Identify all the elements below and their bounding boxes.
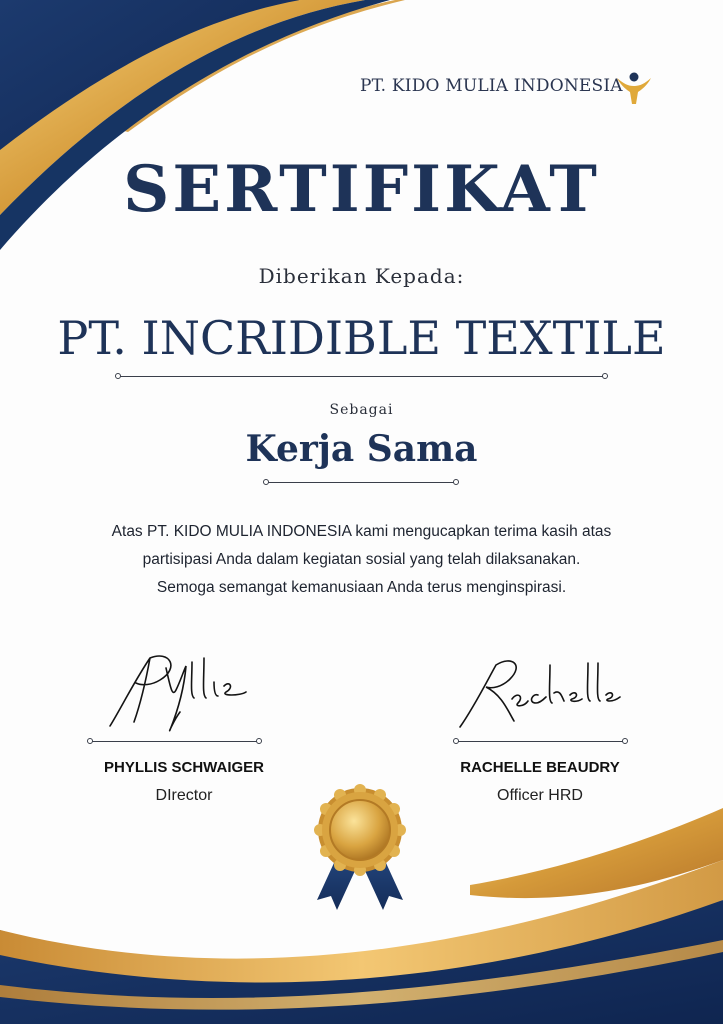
body-line: Atas PT. KIDO MULIA INDONESIA kami mengucapkan terima kasih atas	[111, 523, 612, 540]
signature-phyllis	[100, 650, 270, 735]
certificate-title: SERTIFIKAT	[123, 152, 600, 227]
signature-rachelle	[452, 655, 622, 735]
signatory-name: PHYLLIS SCHWAIGER	[103, 759, 264, 776]
body-line: partisipasi Anda dalam kegiatan sosial yang telah dilaksanakan.	[142, 551, 581, 568]
signatory-name: RACHELLE BEAUDRY	[460, 759, 620, 776]
award-medal-icon	[305, 782, 415, 912]
body-line: Semoga semangat kemanusiaan Anda terus menginspirasi.	[156, 579, 567, 596]
recipient-name: PT. INCRIDIBLE TEXTILE	[57, 311, 666, 365]
body-text	[60, 518, 663, 602]
person-star-logo-icon	[614, 68, 654, 108]
company-name: PT. KIDO MULIA INDONESIA	[360, 76, 623, 96]
signatory-title: Officer HRD	[497, 787, 583, 804]
signatory-title: DIrector	[155, 787, 213, 804]
as-label: Sebagai	[329, 402, 394, 418]
role-text: Kerja Sama	[245, 428, 478, 470]
given-to-label: Diberikan Kepada:	[258, 264, 465, 288]
